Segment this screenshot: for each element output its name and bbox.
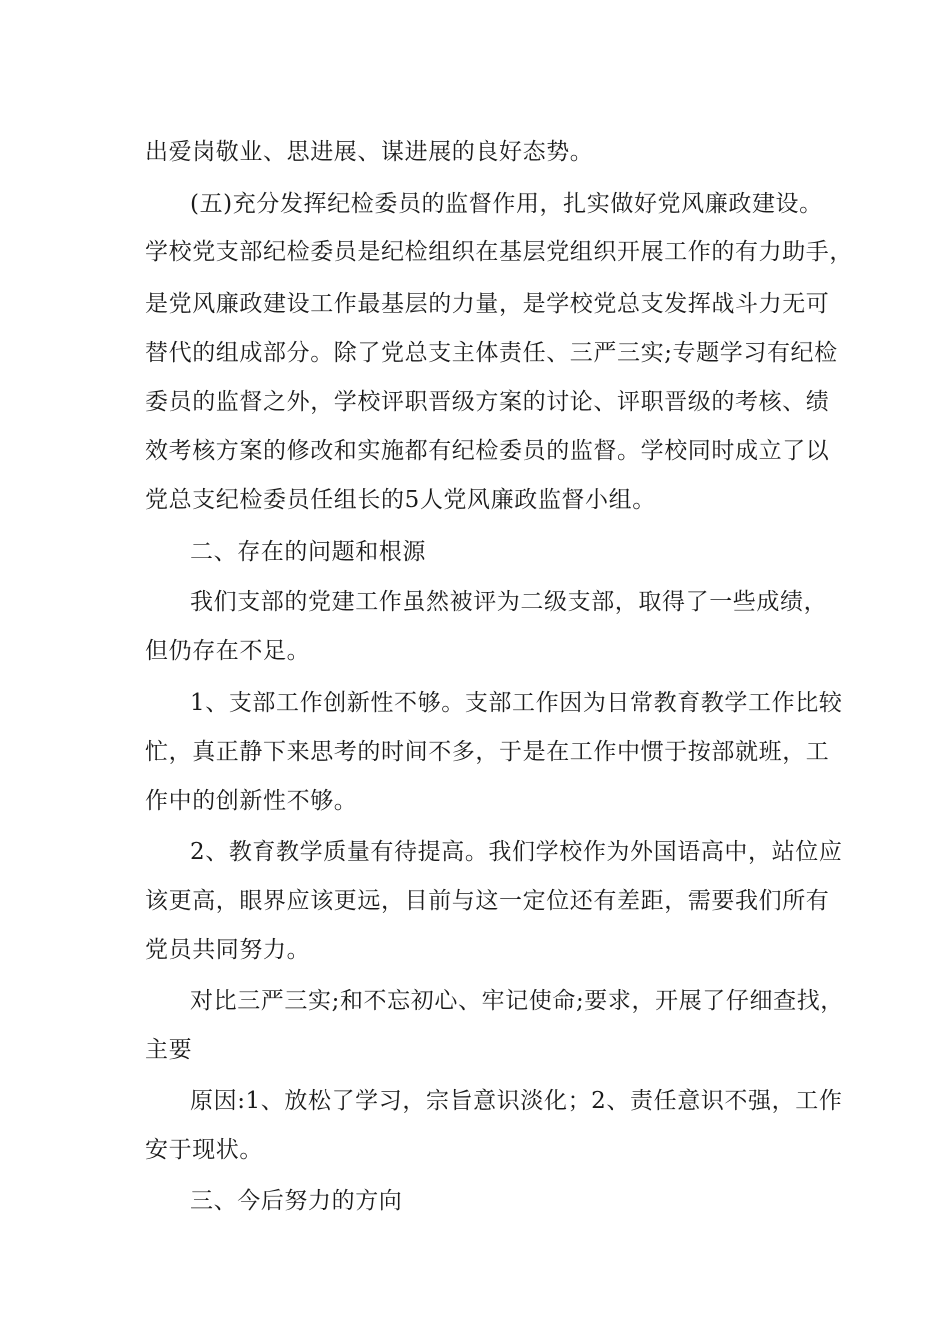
text-line: 学校党支部纪检委员是纪检组织在基层党组织开展工作的有力助手， xyxy=(145,239,853,265)
text-line: 作中的创新性不够。 xyxy=(145,788,358,814)
text-line: 2、教育教学质量有待提高。我们学校作为外国语高中，站位应 xyxy=(190,839,843,865)
text-line: 1、支部工作创新性不够。支部工作因为日常教育教学工作比较 xyxy=(190,690,843,716)
section-heading: 二、存在的问题和根源 xyxy=(190,539,426,565)
text-line: 但仍存在不足。 xyxy=(145,638,311,664)
text-line: 出爱岗敬业、思进展、谋进展的良好态势。 xyxy=(145,139,594,165)
text-line: 委员的监督之外，学校评职晋级方案的讨论、评职晋级的考核、绩 xyxy=(145,389,830,415)
text-line: 是党风廉政建设工作最基层的力量，是学校党总支发挥战斗力无可 xyxy=(145,291,830,317)
text-line: 党员共同努力。 xyxy=(145,937,311,963)
text-line: 效考核方案的修改和实施都有纪检委员的监督。学校同时成立了以 xyxy=(145,438,830,464)
text-line: 我们支部的党建工作虽然被评为二级支部，取得了一些成绩， xyxy=(190,589,828,615)
text-line: 原因:1、放松了学习，宗旨意识淡化；2、责任意识不强，工作 xyxy=(190,1088,843,1114)
text-line: 对比三严三实;和不忘初心、牢记使命;要求，开展了仔细查找， xyxy=(190,988,844,1014)
text-line: 主要 xyxy=(145,1037,193,1063)
text-line: 安于现状。 xyxy=(145,1137,263,1163)
text-line: 忙，真正静下来思考的时间不多，于是在工作中惯于按部就班，工 xyxy=(145,739,830,765)
text-line: 替代的组成部分。除了党总支主体责任、三严三实;专题学习有纪检 xyxy=(145,340,838,366)
text-line: 该更高，眼界应该更远，目前与这一定位还有差距，需要我们所有 xyxy=(145,888,830,914)
section-heading: 三、今后努力的方向 xyxy=(190,1188,403,1214)
text-line: 党总支纪检委员任组长的5人党风廉政监督小组。 xyxy=(145,487,656,513)
text-line: (五)充分发挥纪检委员的监督作用，扎实做好党风廉政建设。 xyxy=(190,191,823,217)
